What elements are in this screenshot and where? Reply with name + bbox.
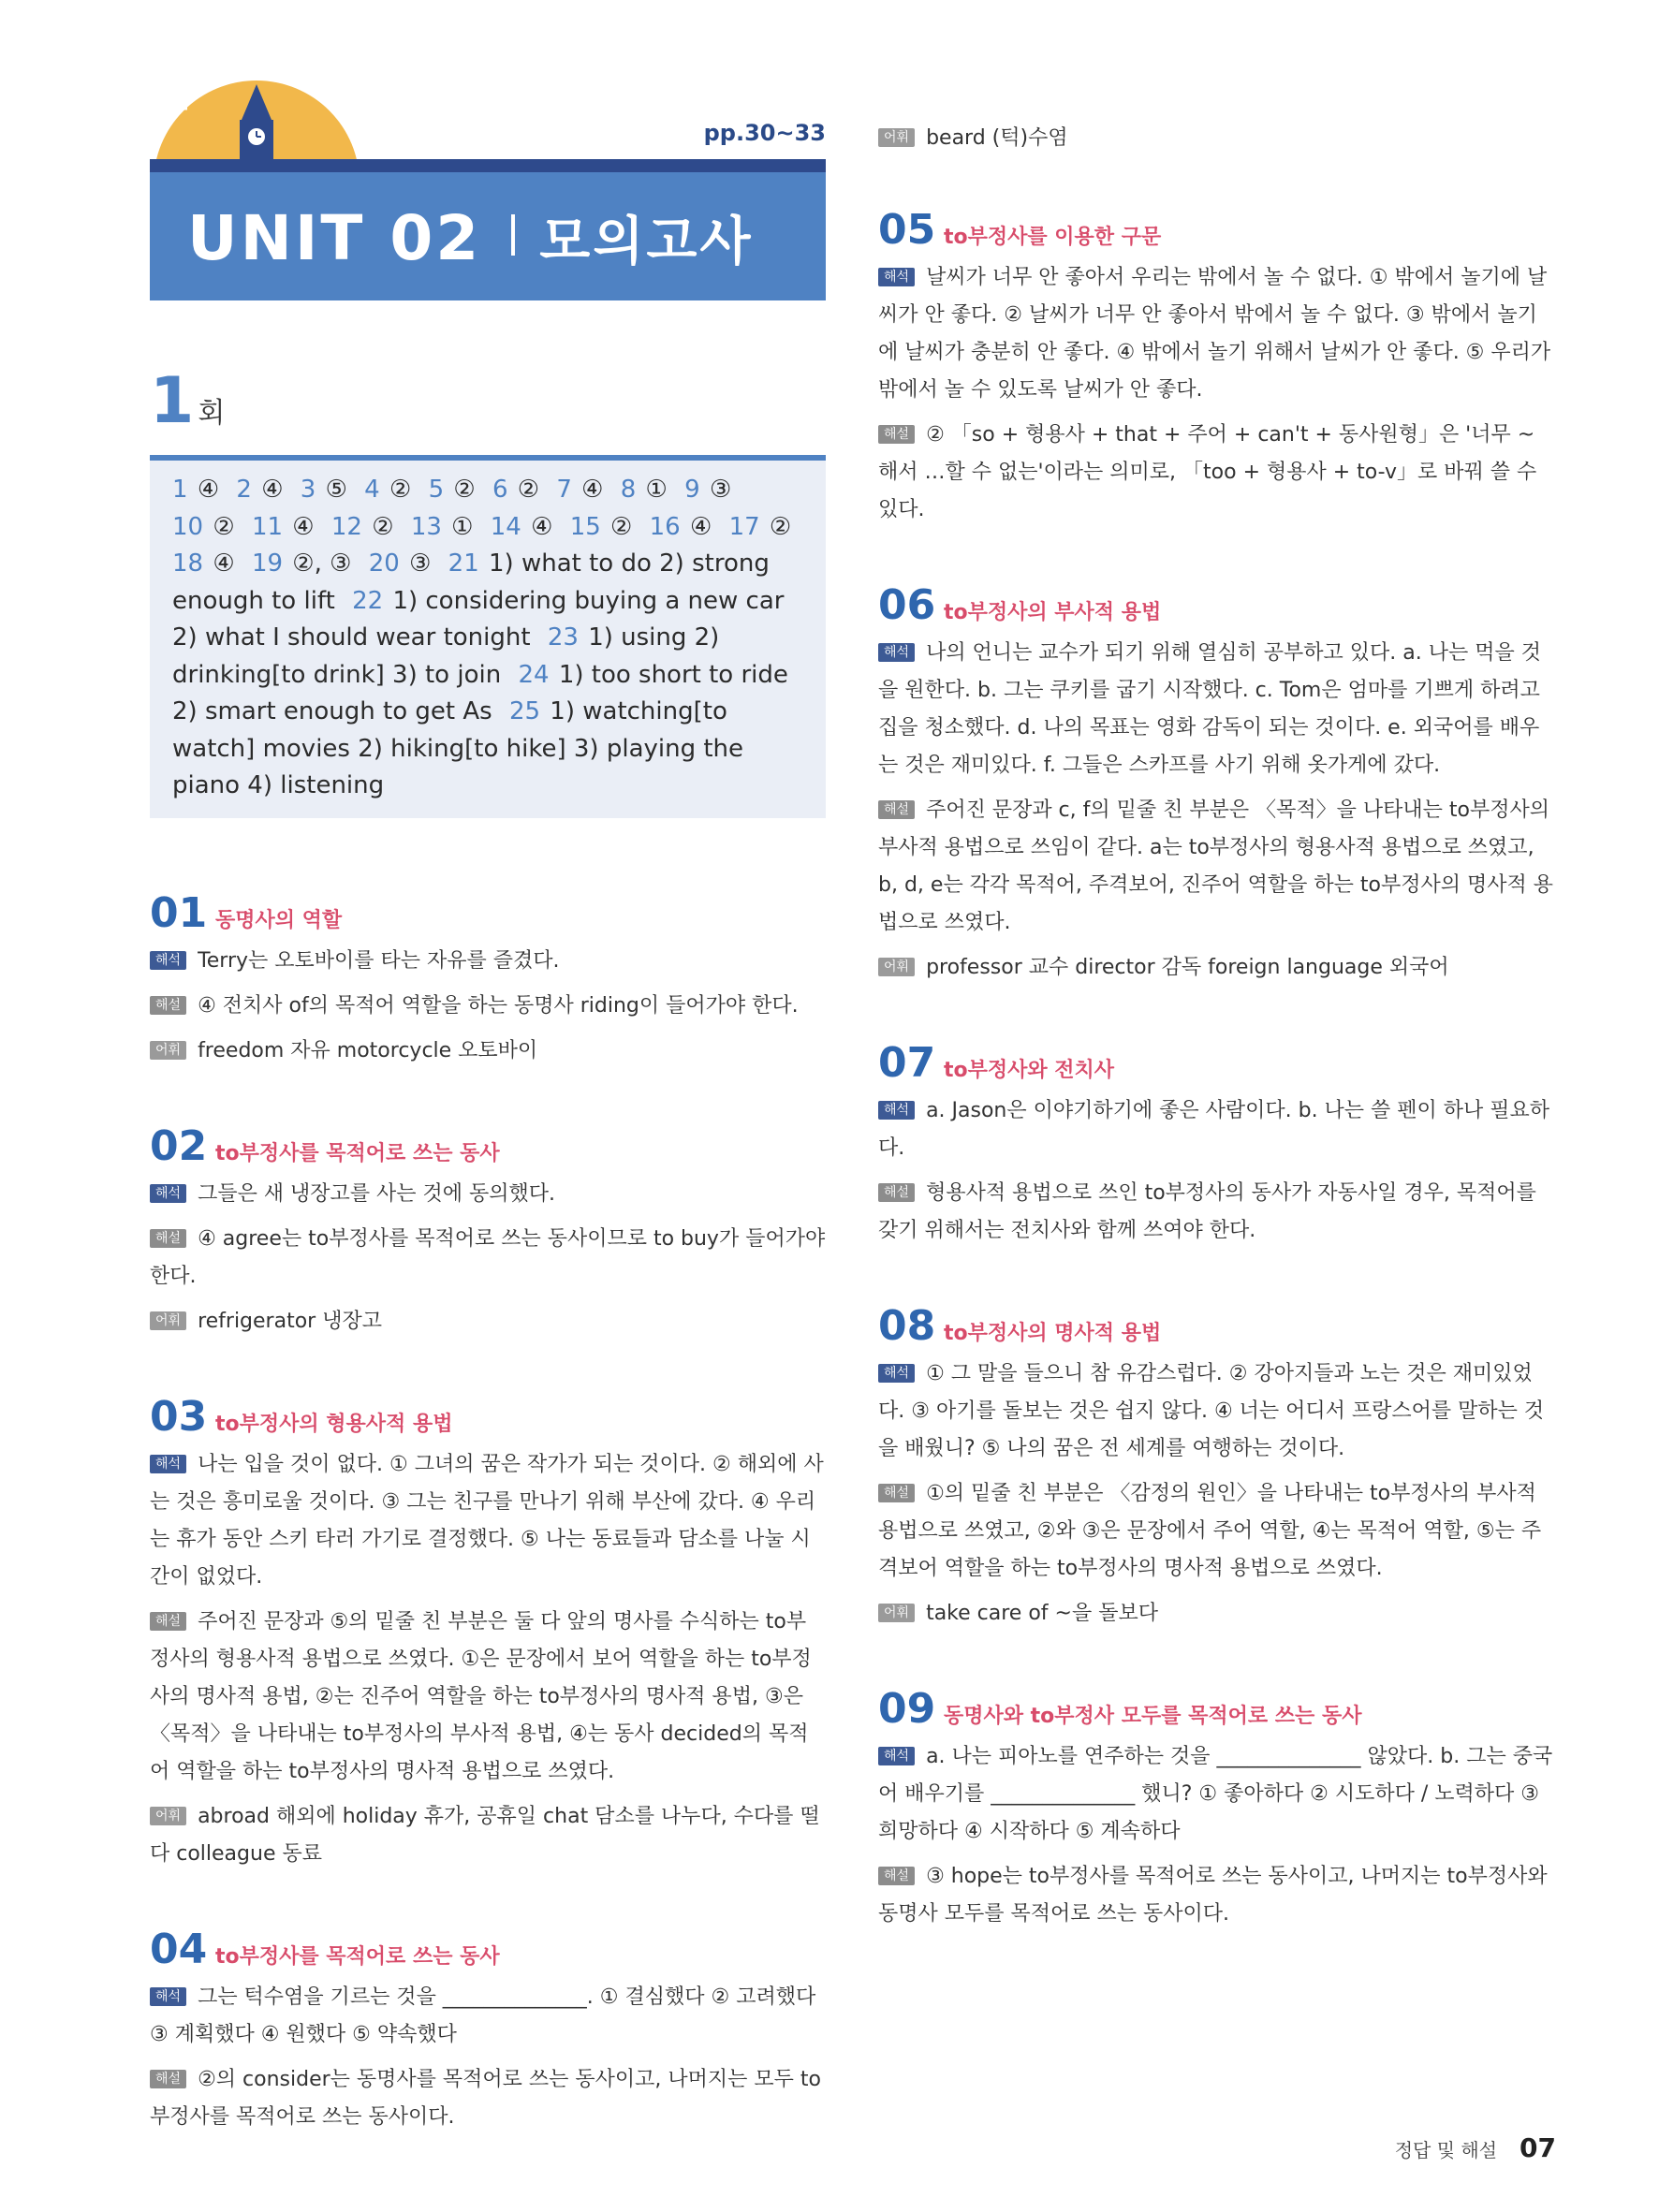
question-header <box>150 1122 826 1170</box>
question-translation <box>878 259 1554 409</box>
answer-number: 22 <box>352 586 384 615</box>
vocab-text: freedom 자유 motorcycle 오토바이 <box>198 1038 538 1062</box>
unit-title <box>187 200 754 275</box>
page-range: pp.30~33 <box>703 120 826 146</box>
question-block <box>878 581 1554 987</box>
answer-item <box>252 513 315 541</box>
answer-number: 3 <box>300 476 316 504</box>
explanation-tag: 해설 <box>150 2070 186 2088</box>
question-vocab <box>150 1033 826 1070</box>
explanation-text: ④ 전치사 of의 목적어 역할을 하는 동명사 riding이 들어가야 한다. <box>198 993 799 1018</box>
explanation-tag: 해설 <box>878 1867 915 1885</box>
answer-value: ④ <box>213 549 235 578</box>
question-title: to부정사를 목적어로 쓰는 동사 <box>215 1944 500 1969</box>
translation-tag: 해석 <box>150 1987 186 2006</box>
answer-item <box>411 513 474 541</box>
answer-value: ② <box>453 476 476 504</box>
question-number: 02 <box>150 1121 208 1170</box>
answer-number: 15 <box>569 512 601 541</box>
question-number: 03 <box>150 1392 208 1441</box>
answer-number: 1 <box>172 476 188 504</box>
vocab-tag: 어휘 <box>878 1604 915 1622</box>
question-number: 07 <box>878 1039 936 1087</box>
question-title: 동명사와 to부정사 모두를 목적어로 쓰는 동사 <box>944 1705 1362 1728</box>
question-explanation <box>150 1604 826 1791</box>
answer-item <box>331 513 394 541</box>
translation-text: 날씨가 너무 안 좋아서 우리는 밖에서 놀 수 없다. ① 밖에서 놀기에 날씨가 안 좋다. ② 날씨가 너무 안 좋아서 밖에서 놀 수 없다. ③ 밖에서 놀기에 날씨가 충분히 안 좋다. ④ 밖에서 놀기 위해서 날씨가 안 좋다. ⑤ 우리가 밖에서 놀 수 있도록 날씨가 안 좋다. <box>878 266 1551 402</box>
round-heading <box>150 364 826 438</box>
question-header <box>878 1685 1554 1733</box>
explanation-text: 형용사적 용법으로 쓰인 to부정사의 동사가 자동사일 경우, 목적어를 갖기 위해서는 전치사와 함께 쓰여야 한다. <box>878 1181 1536 1242</box>
answer-number: 12 <box>330 512 362 541</box>
answer-item <box>684 476 731 504</box>
explanation-tag: 해설 <box>878 425 915 444</box>
translation-text: 나는 입을 것이 없다. ① 그녀의 꿈은 작가가 되는 것이다. ② 해외에 사는 것은 흥미로울 것이다. ③ 그는 친구를 만나기 위해 부산에 갔다. ④ 우리는 휴가 동안 스키 타러 가기로 결정했다. ⑤ 나는 동료들과 담소를 나눌 시간이 없었다. <box>150 1452 824 1589</box>
answer-number: 21 <box>448 549 479 578</box>
answer-number: 20 <box>368 549 400 578</box>
translation-tag: 해석 <box>878 1101 915 1120</box>
question-explanation <box>150 1221 826 1296</box>
vocab-text: refrigerator 냉장고 <box>198 1309 382 1333</box>
answer-value: ⑤ <box>325 476 347 504</box>
left-column <box>150 73 826 2189</box>
question-translation <box>150 943 826 980</box>
vocab-tag: 어휘 <box>878 958 915 976</box>
question-explanation <box>878 417 1554 529</box>
answer-value: ②, ③ <box>292 549 352 578</box>
answer-value: ④ <box>261 476 284 504</box>
left-questions <box>150 889 826 2136</box>
translation-tag: 해석 <box>150 951 186 970</box>
answer-item <box>236 476 283 504</box>
answer-value: 1) what to do 2) strong enough to lift <box>172 549 770 615</box>
page-number: 07 <box>1520 2132 1556 2163</box>
answer-number: 19 <box>251 549 284 578</box>
question-header <box>150 889 826 937</box>
question-number: 08 <box>878 1302 936 1350</box>
explanation-text: ①의 밑줄 친 부분은 〈감정의 원인〉을 나타내는 to부정사의 부사적 용법으로 쓰였고, ②와 ③은 문장에서 주어 역할, ④는 목적어 역할, ⑤는 주격보어 역할을 하는 to부정사의 명사적 용법으로 쓰였다. <box>878 1482 1542 1580</box>
question-number: 01 <box>150 888 208 937</box>
answer-value: 1) too short to ride 2) smart enough to get As <box>172 660 788 725</box>
answer-item <box>364 476 411 504</box>
translation-tag: 해석 <box>878 1364 915 1383</box>
answer-value: ② <box>372 512 394 541</box>
question-translation <box>878 1092 1554 1167</box>
question-translation <box>878 635 1554 784</box>
vocab-text: professor 교수 director 감독 foreign language 외국어 <box>926 956 1449 979</box>
answer-item <box>492 476 539 504</box>
question-title: to부정사를 이용한 구문 <box>944 226 1162 249</box>
answer-value: ③ <box>709 476 732 504</box>
unit-header <box>150 73 826 300</box>
explanation-text: 주어진 문장과 c, f의 밑줄 친 부분은 〈목적〉을 나타내는 to부정사의 부사적 용법으로 쓰임이 같다. a는 to부정사의 형용사적 용법으로 쓰였고, b, d, e는 각각 목적어, 주격보어, 진주어 역할을 하는 to부정사의 명사적 용법으로 쓰였다. <box>878 798 1554 934</box>
question-title: to부정사의 형용사적 용법 <box>215 1412 453 1436</box>
title-separator <box>511 214 515 256</box>
answer-number: 18 <box>172 549 204 578</box>
header-top-bar <box>150 159 826 172</box>
right-column <box>878 120 1554 1985</box>
explanation-text: ② 「so + 형용사 + that + 주어 + can't + 동사원형」은 '너무 ~해서 …할 수 없는'이라는 의미로, 「too + 형용사 + to-v」로 바꿔 쓸 수 있다. <box>878 423 1537 521</box>
question-vocab <box>878 1595 1554 1633</box>
explanation-tag: 해설 <box>878 1484 915 1502</box>
question-number: 05 <box>878 206 936 254</box>
question-explanation <box>150 2061 826 2136</box>
answer-number: 5 <box>428 476 445 504</box>
answer-number: 10 <box>172 512 204 541</box>
answer-value: ④ <box>531 512 553 541</box>
question-header <box>878 581 1554 629</box>
question-block <box>150 889 826 1070</box>
answer-value: ② <box>769 512 792 541</box>
explanation-tag: 해설 <box>150 996 186 1015</box>
question-block <box>878 206 1554 529</box>
answer-item <box>172 513 235 541</box>
answer-item <box>621 476 668 504</box>
question-block <box>878 1039 1554 1250</box>
answer-item <box>570 513 633 541</box>
explanation-text: ③ hope는 to부정사를 목적어로 쓰는 동사이고, 나머지는 to부정사와 동명사 모두를 목적어로 쓰는 동사이다. <box>878 1865 1548 1926</box>
translation-text: a. Jason은 이야기하기에 좋은 사람이다. b. 나는 쓸 펜이 하나 필요하다. <box>878 1099 1550 1160</box>
answer-number: 14 <box>490 512 521 541</box>
vocab-tag: 어휘 <box>878 128 915 147</box>
translation-text: a. 나는 피아노를 연주하는 것을 ______________ 않았다. b. 그는 중국어 배우기를 ______________ 했니? ① 좋아하다 ② 시도하다 / 노력하다 ③ 희망하다 ④ 시작하다 ⑤ 계속하다 <box>878 1745 1553 1843</box>
question-header <box>878 206 1554 254</box>
vocab-text: abroad 해외에 holiday 휴가, 공휴일 chat 담소를 나누다, 수다를 떨다 colleague 동료 <box>150 1804 820 1866</box>
question-title: to부정사를 목적어로 쓰는 동사 <box>215 1141 500 1165</box>
answer-number: 16 <box>649 512 681 541</box>
question-block <box>150 1926 826 2136</box>
question-title: to부정사의 명사적 용법 <box>944 1322 1162 1345</box>
vocab-text: take care of ~을 돌보다 <box>926 1602 1158 1625</box>
answer-item <box>172 549 235 578</box>
answer-number: 4 <box>364 476 380 504</box>
translation-tag: 해석 <box>150 1184 186 1203</box>
answer-value: 1) considering buying a new car 2) what I should wear tonight <box>172 586 785 652</box>
answer-number: 11 <box>251 512 284 541</box>
explanation-tag: 해설 <box>878 1183 915 1202</box>
answer-item <box>729 513 792 541</box>
vocab-tag: 어휘 <box>150 1041 186 1060</box>
translation-tag: 해석 <box>878 643 915 662</box>
top-vocab: 어휘 beard (턱)수염 <box>878 120 1554 157</box>
translation-text: 나의 언니는 교수가 되기 위해 열심히 공부하고 있다. a. 나는 먹을 것을 원한다. b. 그는 쿠키를 굽기 시작했다. c. Tom은 엄마를 기쁘게 하려고 집을 청소했다. d. 나의 목표는 영화 감독이 되는 것이다. e. 외국어를 배우는 것은 재미있다. f. 그들은 스카프를 사기 위해 옷가게에 갔다. <box>878 641 1542 777</box>
answer-number: 17 <box>728 512 760 541</box>
question-translation <box>878 1355 1554 1468</box>
answer-number: 23 <box>547 623 579 652</box>
answer-value: ② <box>389 476 412 504</box>
round-number: 1 <box>150 364 195 438</box>
right-questions <box>878 206 1554 1933</box>
translation-text: 그는 턱수염을 기르는 것을 ______________. ① 결심했다 ② 고려했다 ③ 계획했다 ④ 원했다 ⑤ 약속했다 <box>150 1985 816 2046</box>
question-explanation <box>878 1858 1554 1933</box>
question-vocab <box>878 949 1554 987</box>
answer-key-box <box>150 455 826 818</box>
explanation-text: 주어진 문장과 ⑤의 밑줄 친 부분은 둘 다 앞의 명사를 수식하는 to부정사의 형용사적 용법으로 쓰였다. ①은 문장에서 보어 역할을 하는 to부정사의 명사적 용법, ②는 진주어 역할을 하는 to부정사의 명사적 용법, ③은 〈목적〉을 나타내는 to부정사의 부사적 용법, ④는 동사 decided의 목적어 역할을 하는 to부정사의 명사적 용법으로 쓰였다. <box>150 1609 812 1783</box>
question-translation <box>150 1446 826 1596</box>
translation-tag: 해석 <box>878 268 915 286</box>
answer-value: 1) using 2) drinking[to drink] 3) to join <box>172 623 720 689</box>
question-title: to부정사와 전치사 <box>944 1059 1115 1082</box>
answer-number: 8 <box>620 476 637 504</box>
answer-value: ④ <box>197 476 220 504</box>
translation-text: ① 그 말을 들으니 참 유감스럽다. ② 강아지들과 노는 것은 재미있었다. ③ 아기를 돌보는 것은 쉽지 않다. ④ 너는 어디서 프랑스어를 말하는 것을 배웠니? ⑤ 나의 꿈은 전 세계를 여행하는 것이다. <box>878 1362 1545 1460</box>
translation-tag: 해석 <box>150 1455 186 1473</box>
answer-number: 9 <box>684 476 700 504</box>
unit-title-band <box>150 172 826 300</box>
question-number: 06 <box>878 581 936 629</box>
answer-item <box>429 476 476 504</box>
question-header <box>878 1302 1554 1350</box>
question-explanation <box>878 1175 1554 1250</box>
answer-item <box>556 476 603 504</box>
explanation-text: ④ agree는 to부정사를 목적어로 쓰는 동사이므로 to buy가 들어가야 한다. <box>150 1226 826 1288</box>
explanation-tag: 해설 <box>878 800 915 819</box>
answer-item <box>369 549 432 578</box>
question-block <box>878 1685 1554 1933</box>
translation-tag: 해석 <box>878 1747 915 1765</box>
vocab-tag: 어휘 <box>150 1807 186 1825</box>
answer-item <box>301 476 347 504</box>
explanation-tag: 해설 <box>150 1612 186 1631</box>
answer-value: ③ <box>409 549 432 578</box>
question-translation <box>150 1979 826 2054</box>
answer-number: 24 <box>518 660 550 689</box>
vocab-tag: 어휘 <box>150 1311 186 1330</box>
translation-text: 그들은 새 냉장고를 사는 것에 동의했다. <box>198 1181 556 1206</box>
answer-number: 6 <box>492 476 508 504</box>
explanation-text: ②의 consider는 동명사를 목적어로 쓰는 동사이고, 나머지는 모두 to부정사를 목적어로 쓰는 동사이다. <box>150 2067 821 2129</box>
answer-number: 13 <box>410 512 442 541</box>
explanation-tag: 해설 <box>150 1229 186 1248</box>
translation-text: Terry는 오토바이를 타는 자유를 즐겼다. <box>198 948 560 973</box>
answer-value: 1) watching[to watch] movies 2) hiking[to hike] 3) playing the piano 4) listening <box>172 697 744 799</box>
question-vocab <box>150 1798 826 1873</box>
answer-value: ④ <box>581 476 604 504</box>
answer-number: 2 <box>236 476 252 504</box>
question-explanation <box>150 988 826 1025</box>
question-block <box>150 1393 826 1873</box>
page-footer <box>1395 2132 1556 2163</box>
answer-value: ④ <box>292 512 315 541</box>
question-number: 04 <box>150 1925 208 1973</box>
question-number: 09 <box>878 1685 936 1733</box>
question-header <box>150 1393 826 1441</box>
question-explanation <box>878 1475 1554 1588</box>
answer-value: ② <box>517 476 540 504</box>
answer-value: ① <box>451 512 474 541</box>
answer-item <box>252 549 352 578</box>
question-explanation <box>878 792 1554 942</box>
unit-subtitle: 모의고사 <box>539 212 754 272</box>
footer-label: 정답 및 해설 <box>1394 2139 1498 2161</box>
question-header <box>878 1039 1554 1087</box>
question-header <box>150 1926 826 1973</box>
answer-number: 7 <box>556 476 572 504</box>
question-vocab <box>150 1303 826 1340</box>
answer-value: ② <box>213 512 235 541</box>
question-title: to부정사의 부사적 용법 <box>944 601 1162 624</box>
round-label: 회 <box>198 397 226 430</box>
answer-value: ② <box>610 512 633 541</box>
answer-value: ④ <box>689 512 712 541</box>
unit-number: UNIT 02 <box>187 202 482 274</box>
answer-item <box>650 513 712 541</box>
question-translation <box>150 1176 826 1213</box>
question-title: 동명사의 역할 <box>215 908 343 932</box>
answer-number: 25 <box>508 697 541 725</box>
question-block <box>150 1122 826 1340</box>
question-translation <box>878 1738 1554 1851</box>
question-block <box>878 1302 1554 1633</box>
answer-value: ① <box>645 476 668 504</box>
answer-item <box>491 513 553 541</box>
answer-item <box>172 476 219 504</box>
